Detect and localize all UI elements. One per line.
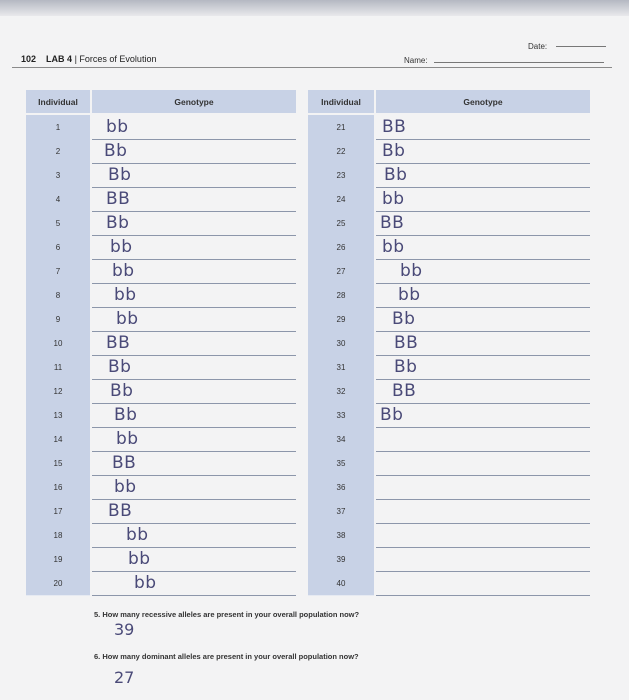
individual-number: 19 (26, 547, 90, 572)
individual-number: 31 (308, 355, 374, 380)
individual-number: 23 (308, 163, 374, 188)
individual-number: 2 (26, 139, 90, 164)
genotype-cell[interactable] (92, 427, 296, 452)
individual-header: Individual (308, 90, 374, 113)
individual-number: 29 (308, 307, 374, 332)
handwritten-genotype: Bb (110, 381, 134, 401)
individual-number: 30 (308, 331, 374, 356)
individual-number: 17 (26, 499, 90, 524)
individual-number: 33 (308, 403, 374, 428)
date-field[interactable] (556, 46, 606, 47)
individual-number: 5 (26, 211, 90, 236)
handwritten-genotype: Bb (114, 405, 138, 425)
lab-label: LAB 4 (46, 54, 73, 64)
handwritten-genotype: Bb (106, 213, 130, 233)
handwritten-genotype: BB (106, 333, 131, 353)
question-5: 5. How many recessive alleles are present in your overall population now? (94, 610, 360, 619)
individual-number: 20 (26, 571, 90, 596)
genotype-cell[interactable] (376, 283, 590, 308)
individual-number: 40 (308, 571, 374, 596)
lab-title: | Forces of Evolution (74, 54, 157, 64)
handwritten-genotype: bb (110, 237, 133, 257)
genotype-cell[interactable] (92, 523, 296, 548)
individual-number: 15 (26, 451, 90, 476)
individual-number: 28 (308, 283, 374, 308)
handwritten-genotype: Bb (392, 309, 416, 329)
handwritten-genotype: BB (106, 189, 131, 209)
name-label: Name: (404, 56, 428, 65)
handwritten-genotype: Bb (108, 357, 132, 377)
answer-5: 39 (114, 620, 135, 639)
individual-number: 12 (26, 379, 90, 404)
genotype-header: Genotype (92, 90, 296, 113)
page-header (21, 54, 156, 64)
genotype-table-left (26, 90, 296, 595)
individual-number: 10 (26, 331, 90, 356)
genotype-cell[interactable] (376, 307, 590, 332)
genotype-cell[interactable] (376, 571, 590, 596)
individual-number: 4 (26, 187, 90, 212)
handwritten-genotype: bb (398, 285, 421, 305)
individual-number: 14 (26, 427, 90, 452)
genotype-cell[interactable] (92, 499, 296, 524)
genotype-cell[interactable] (92, 355, 296, 380)
genotype-cell[interactable] (92, 307, 296, 332)
genotype-cell[interactable] (92, 235, 296, 260)
genotype-cell[interactable] (376, 475, 590, 500)
individual-number: 3 (26, 163, 90, 188)
genotype-cell[interactable] (376, 547, 590, 572)
date-label: Date: (528, 42, 548, 51)
handwritten-genotype: BB (392, 381, 417, 401)
handwritten-genotype: bb (116, 429, 139, 449)
genotype-cell[interactable] (376, 523, 590, 548)
page-number: 102 (21, 54, 37, 64)
individual-number: 22 (308, 139, 374, 164)
genotype-cell[interactable] (376, 211, 590, 236)
handwritten-genotype: bb (382, 189, 405, 209)
genotype-cell[interactable] (92, 211, 296, 236)
genotype-table-right (308, 90, 590, 595)
handwritten-genotype: Bb (104, 141, 128, 161)
individual-number: 35 (308, 451, 374, 476)
header-rule (12, 67, 612, 68)
genotype-cell[interactable] (92, 139, 296, 164)
genotype-cell[interactable] (92, 259, 296, 284)
individual-number: 25 (308, 211, 374, 236)
handwritten-genotype: Bb (394, 357, 418, 377)
individual-number: 34 (308, 427, 374, 452)
genotype-cell[interactable] (92, 547, 296, 572)
individual-header: Individual (26, 90, 90, 113)
genotype-cell[interactable] (92, 403, 296, 428)
individual-number: 24 (308, 187, 374, 212)
individual-number: 38 (308, 523, 374, 548)
genotype-cell[interactable] (92, 187, 296, 212)
genotype-cell[interactable] (376, 163, 590, 188)
genotype-cell[interactable] (376, 499, 590, 524)
handwritten-genotype: bb (114, 477, 137, 497)
genotype-cell[interactable] (92, 379, 296, 404)
genotype-cell[interactable] (376, 235, 590, 260)
handwritten-genotype: bb (126, 525, 149, 545)
genotype-cell[interactable] (92, 115, 296, 140)
handwritten-genotype: BB (108, 501, 133, 521)
genotype-cell[interactable] (92, 475, 296, 500)
individual-number: 16 (26, 475, 90, 500)
handwritten-genotype: bb (116, 309, 139, 329)
genotype-cell[interactable] (376, 259, 590, 284)
handwritten-genotype: BB (380, 213, 405, 233)
individual-number: 7 (26, 259, 90, 284)
genotype-cell[interactable] (92, 163, 296, 188)
individual-number: 27 (308, 259, 374, 284)
handwritten-genotype: bb (400, 261, 423, 281)
handwritten-genotype: Bb (108, 165, 132, 185)
individual-number: 6 (26, 235, 90, 260)
individual-number: 9 (26, 307, 90, 332)
genotype-cell[interactable] (376, 379, 590, 404)
individual-number: 11 (26, 355, 90, 380)
individual-number: 8 (26, 283, 90, 308)
individual-number: 1 (26, 115, 90, 140)
genotype-cell[interactable] (376, 331, 590, 356)
individual-number: 37 (308, 499, 374, 524)
handwritten-genotype: bb (382, 237, 405, 257)
genotype-cell[interactable] (92, 571, 296, 596)
genotype-cell[interactable] (376, 115, 590, 140)
individual-number: 39 (308, 547, 374, 572)
individual-number: 21 (308, 115, 374, 140)
answer-6: 27 (114, 668, 135, 687)
handwritten-genotype: bb (106, 117, 129, 137)
genotype-cell[interactable] (92, 451, 296, 476)
name-field[interactable] (434, 62, 604, 63)
page-top-edge (0, 0, 629, 16)
handwritten-genotype: bb (128, 549, 151, 569)
handwritten-genotype: Bb (380, 405, 404, 425)
handwritten-genotype: Bb (382, 141, 406, 161)
handwritten-genotype: BB (112, 453, 137, 473)
genotype-cell[interactable] (92, 283, 296, 308)
individual-number: 26 (308, 235, 374, 260)
genotype-cell[interactable] (376, 403, 590, 428)
individual-number: 18 (26, 523, 90, 548)
handwritten-genotype: Bb (384, 165, 408, 185)
genotype-header: Genotype (376, 90, 590, 113)
question-6: 6. How many dominant alleles are present in your overall population now? (94, 652, 359, 661)
handwritten-genotype: BB (394, 333, 419, 353)
individual-number: 13 (26, 403, 90, 428)
genotype-cell[interactable] (376, 139, 590, 164)
individual-number: 32 (308, 379, 374, 404)
genotype-cell[interactable] (92, 331, 296, 356)
handwritten-genotype: bb (134, 573, 157, 593)
handwritten-genotype: bb (114, 285, 137, 305)
genotype-cell[interactable] (376, 187, 590, 212)
genotype-cell[interactable] (376, 427, 590, 452)
handwritten-genotype: BB (382, 117, 407, 137)
genotype-cell[interactable] (376, 355, 590, 380)
genotype-cell[interactable] (376, 451, 590, 476)
handwritten-genotype: bb (112, 261, 135, 281)
individual-number: 36 (308, 475, 374, 500)
